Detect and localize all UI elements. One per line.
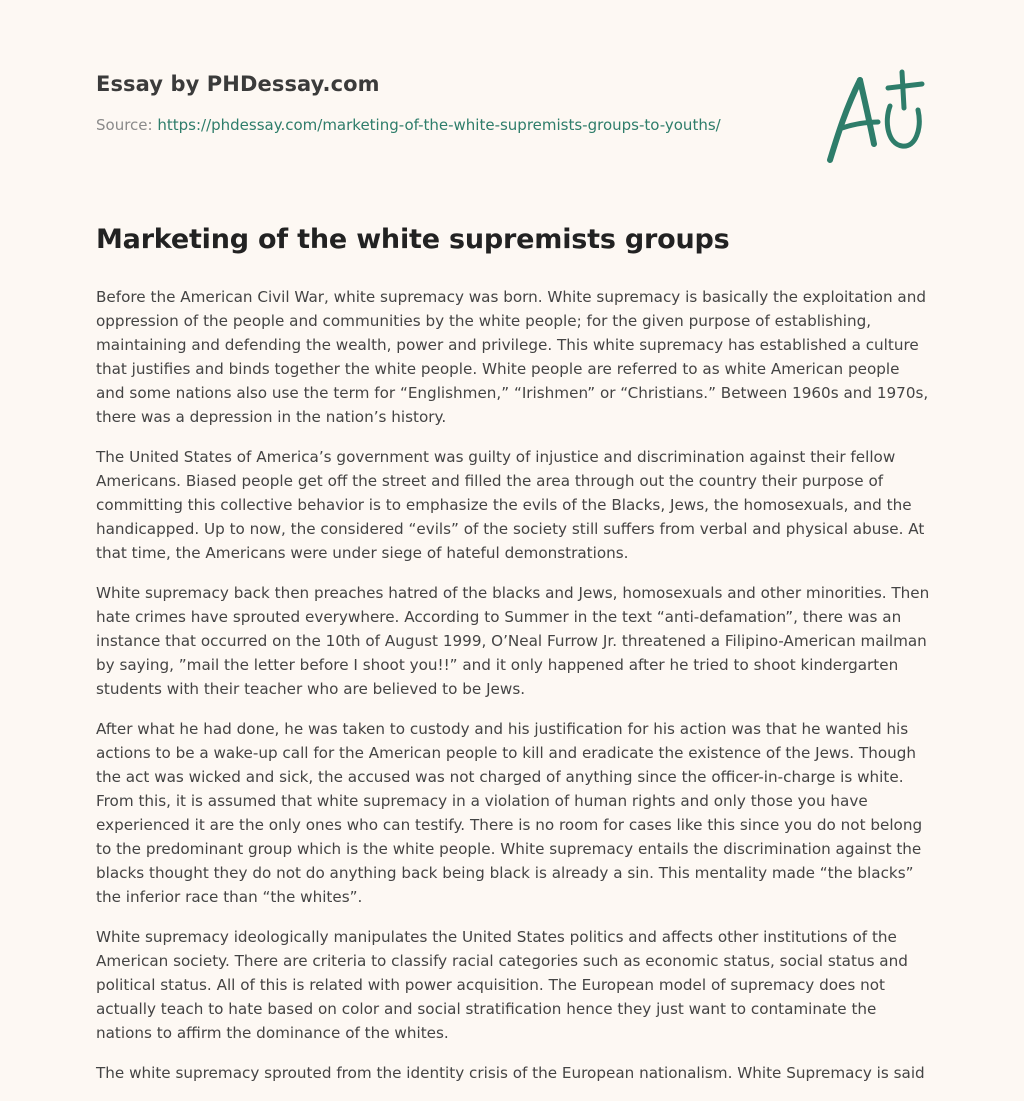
source-link[interactable]: https://phdessay.com/marketing-of-the-white-supremists-groups-to-youths/ (157, 116, 721, 134)
site-title: Essay by PHDessay.com (96, 72, 380, 96)
essay-title: Marketing of the white supremists groups (96, 224, 730, 255)
essay-paragraph: After what he had done, he was taken to custody and his justification for his action was that he wanted his actions to be a wake-up call for the American people to kill and eradicate the existence of the Jews. Though the act was wicked and sick, the accused was not charged of anything since the officer-in-charge is white. From this, it is assumed that white supremacy in a violation of human rights and only those you have experienced it are the only ones who can testify. There is no room for cases like this since you do not belong to the predominant group which is the white people. White supremacy entails the discrimination against the blacks thought they do not do anything back being black is already a sin. This mentality made “the blacks” the inferior race than “the whites”. (96, 720, 923, 906)
essay-body (96, 285, 930, 1101)
essay-paragraph: The United States of America’s government was guilty of injustice and discrimination against their fellow Americans. Biased people get off the street and filled the area through out the country their purpose of committing this collective behavior is to emphasize the evils of the Blacks, Jews, the homosexuals, and the handicapped. Up to now, the considered “evils” of the society still suffers from verbal and physical abuse. At that time, the Americans were under siege of hateful demonstrations. (96, 448, 925, 562)
a-plus-grade-icon (818, 62, 934, 172)
source-line (96, 116, 856, 134)
essay-paragraph: Before the American Civil War, white supremacy was born. White supremacy is basically the exploitation and oppression of the people and communities by the white people; for the given purpose of establishing, maintaining and defending the wealth, power and privilege. This white supremacy has established a culture that justifies and binds together the white people. White people are referred to as white American people and some nations also use the term for “Englishmen,” “Irishmen” or “Christians.” Between 1960s and 1970s, there was a depression in the nation’s history. (96, 288, 929, 426)
essay-paragraph: White supremacy back then preaches hatred of the blacks and Jews, homosexuals and other minorities. Then hate crimes have sprouted everywhere. According to Summer in the text “anti-defamation”, there was an instance that occurred on the 10th of August 1999, O’Neal Furrow Jr. threatened a Filipino-American mailman by saying, ”mail the letter before I shoot you!!” and it only happened after he tried to shoot kindergarten students with their teacher who are believed to be Jews. (96, 584, 930, 698)
essay-paragraph: The white supremacy sprouted from the identity crisis of the European nationalism. White Supremacy is said (96, 1064, 925, 1082)
essay-paragraph: White supremacy ideologically manipulates the United States politics and affects other institutions of the American society. There are criteria to classify racial categories such as economic status, social status and political status. All of this is related with power acquisition. The European model of supremacy does not actually teach to hate based on color and social stratification hence they just want to contaminate the nations to affirm the dominance of the whites. (96, 928, 908, 1042)
page-header (96, 72, 856, 134)
source-label: Source: (96, 116, 153, 134)
